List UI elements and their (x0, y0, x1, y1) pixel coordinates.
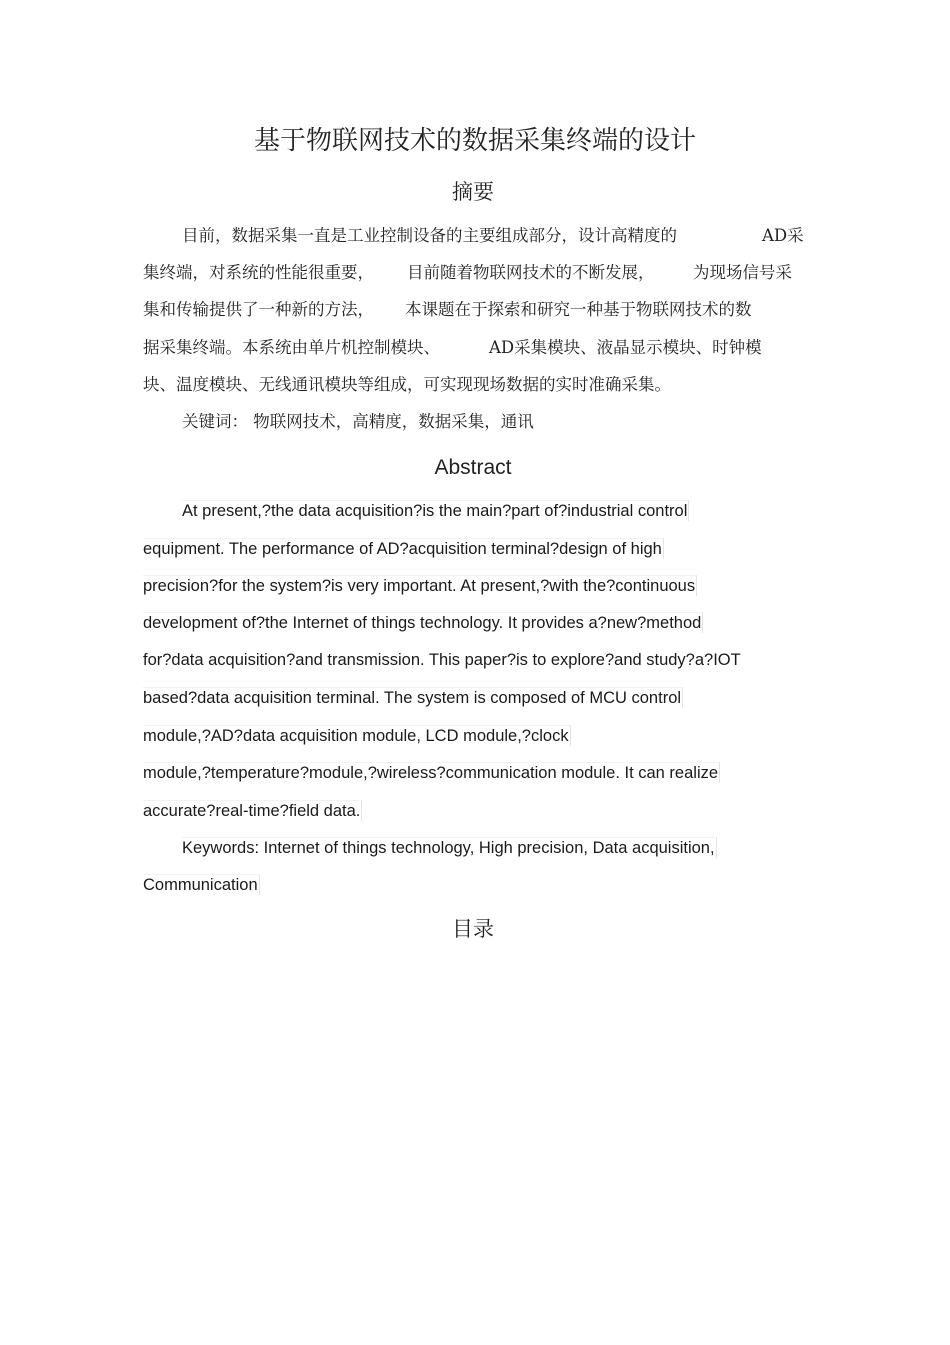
toc-heading: 目录 (452, 917, 494, 941)
abstract-zh-line: 本课题在于探索和研究一种基于物联网技术的数 (405, 300, 752, 319)
abstract-en-line: At present,?the data acquisition?is the main?part of?industrial control (182, 502, 688, 520)
abstract-zh-line: 据采集终端。本系统由单片机控制模块、 (143, 338, 440, 357)
abstract-zh-line: 目前，数据采集一直是工业控制设备的主要组成部分，设计高精度的 (182, 226, 677, 245)
abstract-en-line: equipment. The performance of AD?acquisition terminal?design of high (143, 540, 662, 558)
abstract-en-line: module,?AD?data acquisition module, LCD module,?clock (143, 727, 569, 745)
abstract-en-line: module,?temperature?module,?wireless?communication module. It can realize (143, 764, 719, 782)
abstract-en-line: precision?for the system?is very important. At present,?with the?continuous (143, 577, 696, 595)
abstract-en-line: for?data acquisition?and transmission. This paper?is to explore?and study?a?IOT (143, 651, 741, 669)
keywords-en: Keywords: Internet of things technology, High precision, Data acquisition, (182, 839, 715, 857)
abstract-zh-line: AD采集模块、液晶显示模块、时钟模 (489, 338, 762, 357)
abstract-en-line: development of?the Internet of things technology. It provides a?new?method (143, 614, 702, 632)
abstract-en-line: based?data acquisition terminal. The system is composed of MCU control (143, 689, 682, 707)
abstract-en-heading: Abstract (434, 456, 512, 479)
abstract-en-line: accurate?real-time?field data. (143, 802, 361, 820)
abstract-zh-heading: 摘要 (452, 180, 494, 204)
document-title: 基于物联网技术的数据采集终端的设计 (253, 126, 696, 156)
abstract-zh-line: 集和传输提供了一种新的方法， (143, 300, 374, 319)
keywords-en: Communication (143, 876, 258, 894)
abstract-zh-line: AD采 (762, 226, 804, 245)
keywords-zh: 关键词： 物联网技术，高精度，数据采集，通讯 (182, 412, 534, 431)
abstract-zh-line: 集终端，对系统的性能很重要， (143, 263, 374, 282)
abstract-zh-line: 为现场信号采 (693, 263, 792, 282)
abstract-zh-line: 目前随着物联网技术的不断发展， (407, 263, 655, 282)
abstract-zh-line: 块、温度模块、无线通讯模块等组成，可实现现场数据的实时准确采集。 (143, 375, 671, 394)
